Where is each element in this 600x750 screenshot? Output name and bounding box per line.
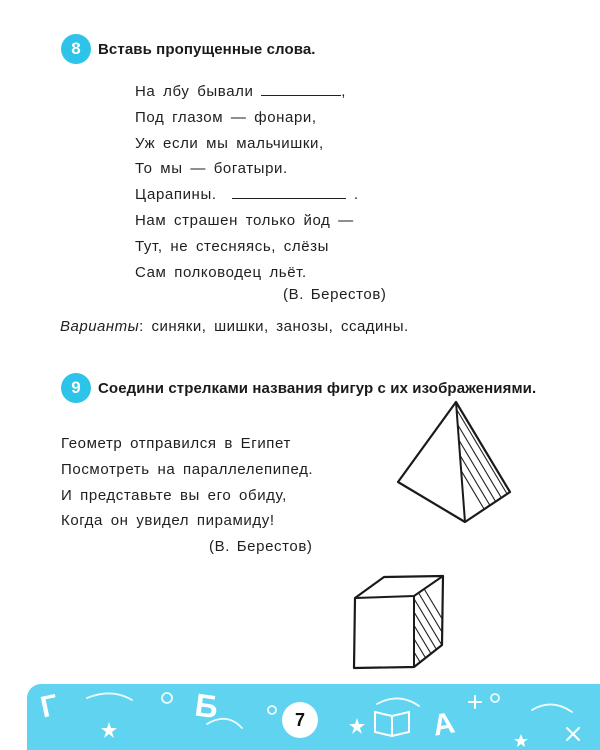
- variants-line: [60, 318, 409, 335]
- task-9-author: (В. Берестов): [209, 538, 313, 555]
- poem-line: То мы — богатыри.: [135, 160, 288, 178]
- task-8-author: (В. Берестов): [283, 286, 387, 303]
- math-decor: [469, 696, 579, 740]
- circle-decor: [491, 694, 499, 702]
- answer-blank[interactable]: [261, 81, 341, 96]
- poem-line: Нам страшен только йод —: [135, 211, 354, 229]
- poem-line: Уж если мы мальчишки,: [135, 134, 324, 152]
- poem-line: Когда он увидел пирамиду!: [61, 512, 275, 530]
- poem-line: Геометр отправился в Египет: [61, 435, 291, 452]
- pyramid-figure[interactable]: [390, 395, 540, 530]
- poem-line: Под глазом — фонари,: [135, 108, 317, 126]
- poem-line: На лбу бывали ,: [135, 83, 347, 100]
- task-9-number-badge: 9: [61, 373, 91, 403]
- variants-text: : синяки, шишки, занозы, ссадины.: [139, 318, 409, 335]
- letter-decor: Б: [192, 686, 221, 726]
- swirl-decor: [377, 698, 419, 706]
- cube-figure[interactable]: [350, 572, 465, 672]
- task-8-header: [61, 34, 316, 64]
- poem-line: Тут, не стесняясь, слёзы: [135, 237, 330, 255]
- page-number: 7: [282, 702, 318, 738]
- task-8-poem: [135, 79, 359, 285]
- task-9-poem: [61, 431, 313, 534]
- letter-decor: А: [430, 706, 458, 743]
- variants-label: Варианты: [60, 318, 140, 335]
- task-8-number-badge: 8: [61, 34, 91, 64]
- poem-line: И представьте вы его обиду,: [61, 486, 287, 504]
- circle-decor: [162, 693, 172, 703]
- book-icon: [375, 712, 409, 736]
- circle-decor: [268, 706, 276, 714]
- poem-line: Посмотреть на параллелепипед.: [61, 460, 314, 478]
- poem-line: Царапины. .: [135, 186, 359, 204]
- letter-decor: Г: [37, 688, 62, 725]
- task-8-title: Вставь пропущенные слова.: [98, 40, 316, 58]
- swirl-decor: [532, 704, 572, 712]
- swirl-decor: [87, 693, 132, 700]
- poem-line: Сам полководец льёт.: [135, 263, 307, 281]
- answer-blank[interactable]: [232, 184, 346, 199]
- task-9-title: Соедини стрелками названия фигур с их изображениями.: [98, 379, 537, 397]
